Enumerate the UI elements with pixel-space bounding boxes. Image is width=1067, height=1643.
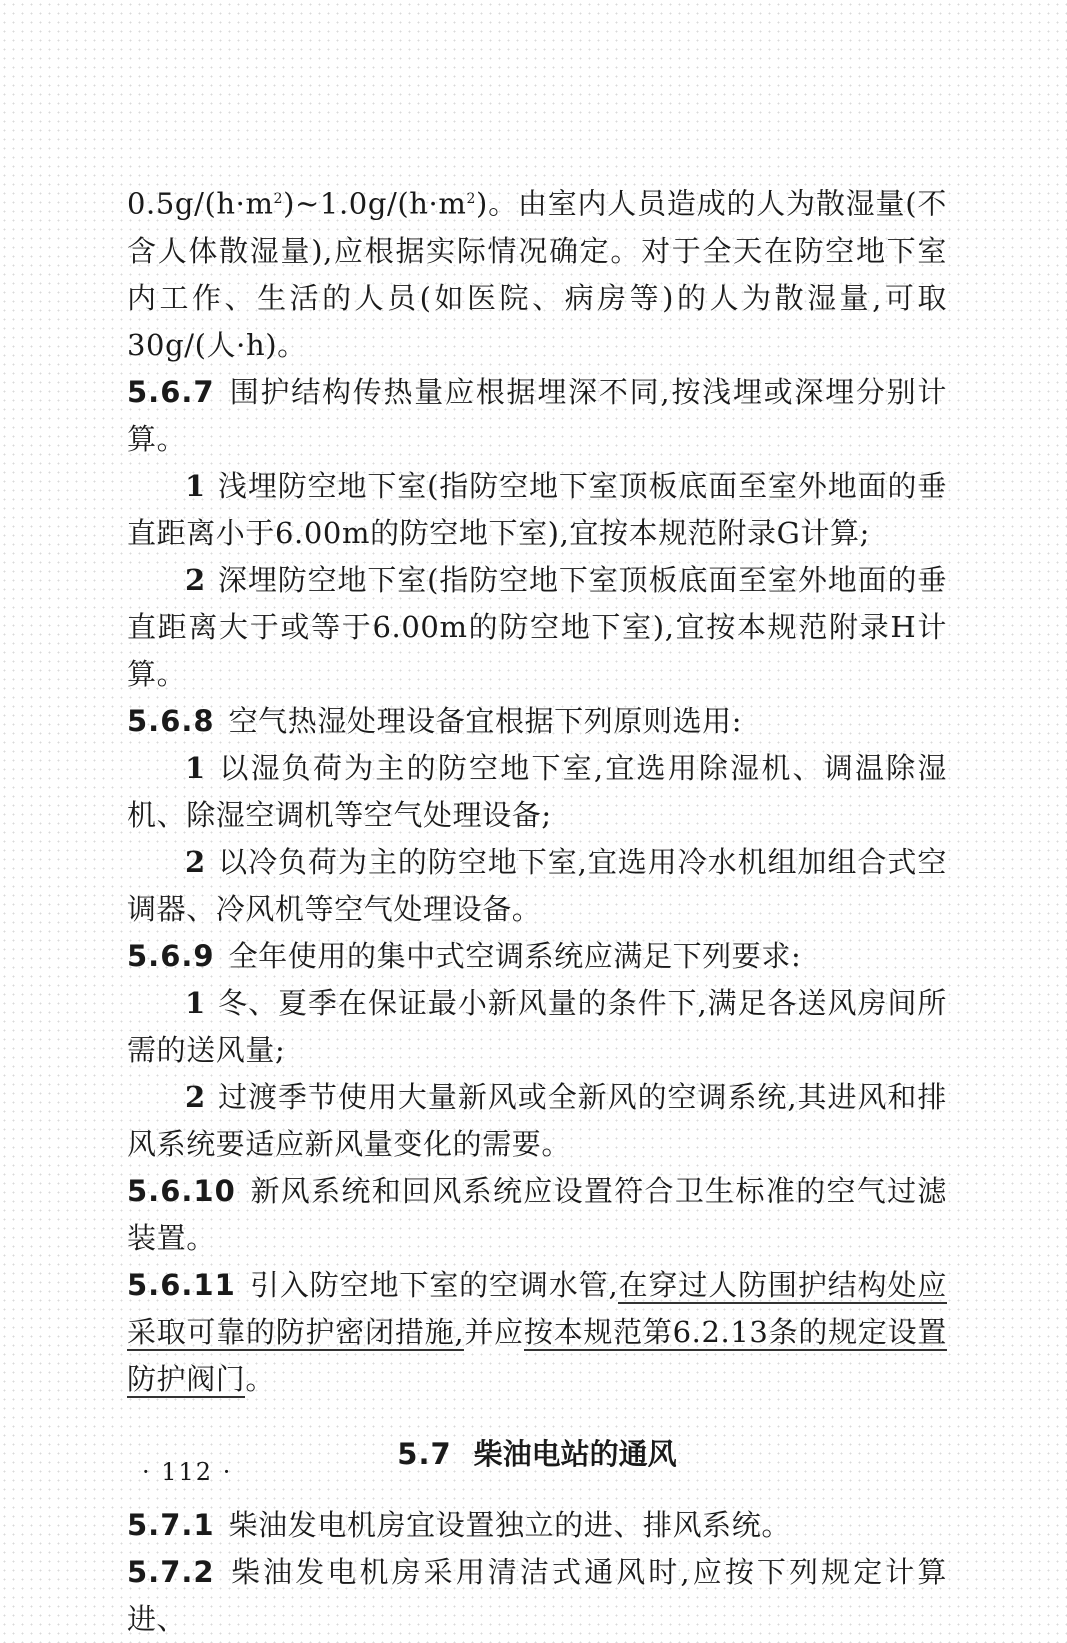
clause-5-6-7 bbox=[127, 369, 947, 463]
section-title: 柴油电站的通风 bbox=[473, 1436, 677, 1471]
clause-text: 柴油发电机房采用清洁式通风时,应按下列规定计算进、 bbox=[127, 1554, 947, 1636]
document-page bbox=[127, 176, 947, 1643]
text-fragment: )。由室内人员造成的人为散湿量(不含人体散湿量),应根据实际情况确定。对于全天在防空地下室内工作、生活的人员(如医院、病房等)的人为散湿量,可取30g/(人·h)。 bbox=[127, 186, 947, 362]
item-text: 以湿负荷为主的防空地下室,宜选用除湿机、调温除湿机、除湿空调机等空气处理设备; bbox=[127, 750, 947, 832]
clause-5-6-7-item-1 bbox=[127, 463, 947, 557]
clause-5-6-9-item-1 bbox=[127, 980, 947, 1074]
item-number: 2 bbox=[185, 562, 206, 597]
clause-number: 5.6.8 bbox=[127, 703, 215, 738]
clause-5-6-7-item-2 bbox=[127, 557, 947, 698]
clause-number: 5.6.10 bbox=[127, 1173, 236, 1208]
section-number: 5.7 bbox=[397, 1436, 452, 1471]
item-text: 冬、夏季在保证最小新风量的条件下,满足各送风房间所需的送风量; bbox=[127, 985, 947, 1067]
item-number: 1 bbox=[185, 985, 206, 1020]
item-number: 2 bbox=[185, 844, 206, 879]
clause-5-6-8-item-1 bbox=[127, 745, 947, 839]
clause-5-7-2 bbox=[127, 1549, 947, 1643]
clause-5-6-9-item-2 bbox=[127, 1074, 947, 1168]
clause-text: 引入防空地下室的空调水管, bbox=[249, 1267, 619, 1302]
item-text: 浅埋防空地下室(指防空地下室顶板底面至室外地面的垂直距离小于6.00m的防空地下室),宜按本规范附录G计算; bbox=[127, 468, 947, 550]
clause-5-6-9 bbox=[127, 933, 947, 980]
item-number: 2 bbox=[185, 1079, 206, 1114]
clause-text: 柴油发电机房宜设置独立的进、排风系统。 bbox=[228, 1507, 791, 1542]
item-text: 以冷负荷为主的防空地下室,宜选用冷水机组加组合式空调器、冷风机等空气处理设备。 bbox=[127, 844, 947, 926]
clause-5-6-10 bbox=[127, 1168, 947, 1262]
paragraph-continuation bbox=[127, 176, 947, 369]
clause-5-6-11 bbox=[127, 1262, 947, 1403]
clause-number: 5.6.7 bbox=[127, 374, 215, 409]
superscript: 2 bbox=[273, 191, 284, 207]
section-heading bbox=[127, 1431, 947, 1478]
text-fragment: 0.5g/(h·m bbox=[127, 186, 274, 221]
item-number: 1 bbox=[185, 750, 206, 785]
clause-number: 5.7.2 bbox=[127, 1554, 215, 1589]
underlined-text: 在穿过人防围护结构处应采取可靠的防护密闭措施, bbox=[127, 1267, 947, 1349]
clause-text: 新风系统和回风系统应设置符合卫生标准的空气过滤装置。 bbox=[127, 1173, 947, 1255]
clause-text: 全年使用的集中式空调系统应满足下列要求: bbox=[228, 938, 802, 973]
underlined-text: 按本规范第6.2.13条的规定设置防护阀门 bbox=[127, 1314, 947, 1396]
clause-text: 围护结构传热量应根据埋深不同,按浅埋或深埋分别计算。 bbox=[127, 374, 947, 456]
clause-text: 并应 bbox=[464, 1314, 524, 1349]
clause-5-6-8-item-2 bbox=[127, 839, 947, 933]
page-number: · 112 · bbox=[142, 1458, 233, 1486]
clause-number: 5.6.9 bbox=[127, 938, 215, 973]
item-text: 深埋防空地下室(指防空地下室顶板底面至室外地面的垂直距离大于或等于6.00m的防空地下室),宜按本规范附录H计算。 bbox=[127, 562, 947, 691]
superscript: 2 bbox=[466, 191, 476, 207]
item-text: 过渡季节使用大量新风或全新风的空调系统,其进风和排风系统要适应新风量变化的需要。 bbox=[127, 1079, 947, 1161]
clause-text: 。 bbox=[245, 1361, 276, 1396]
clause-text: 空气热湿处理设备宜根据下列原则选用: bbox=[228, 703, 743, 738]
clause-5-7-1 bbox=[127, 1502, 947, 1549]
clause-number: 5.7.1 bbox=[127, 1507, 215, 1542]
text-fragment: )~1.0g/(h·m bbox=[283, 186, 467, 221]
clause-number: 5.6.11 bbox=[127, 1267, 236, 1302]
item-number: 1 bbox=[185, 468, 206, 503]
clause-5-6-8 bbox=[127, 698, 947, 745]
